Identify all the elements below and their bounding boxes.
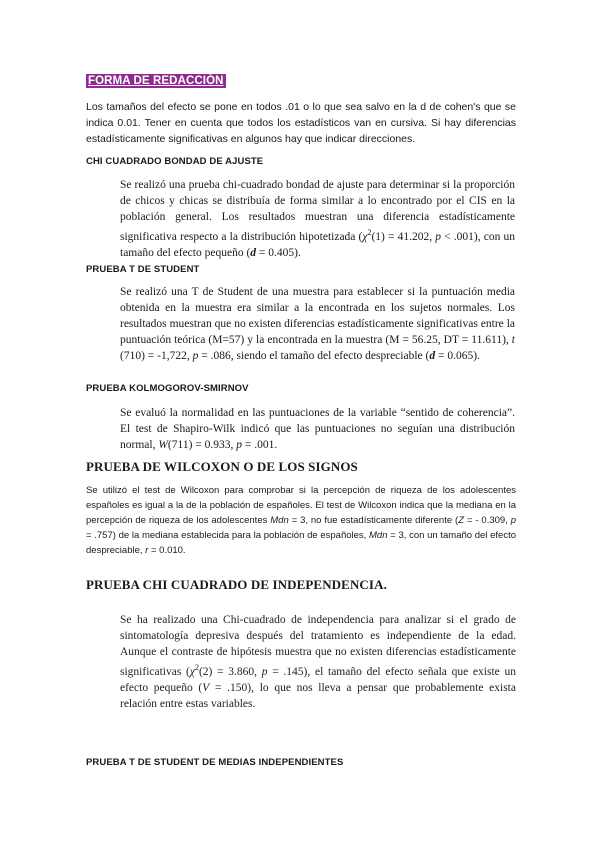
text-segment: = .086, siendo el tamaño del efecto despreciable (	[198, 350, 430, 362]
heading-t-student: PRUEBA T DE STUDENT	[86, 264, 200, 275]
text-segment: = .145), el tamaño del efecto señala que existe un efecto pequeño (	[120, 665, 516, 694]
stat-symbol: W	[158, 439, 168, 451]
text-segment: = .757) de la mediana establecida para la población de españoles,	[86, 530, 369, 541]
text-segment: (2) = 3.860,	[198, 665, 262, 678]
paragraph-kolmogorov	[120, 405, 515, 453]
stat-symbol: p	[435, 230, 442, 243]
text-segment: Se realizó una prueba chi-cuadrado bondad de ajuste para determinar si la proporción de chicos y chicas se distribuía de forma similar a lo encontrado por el CIS en la población general. Los resultados muestran una diferencia estadísticamente significativa respecto a la distribución hipotetizada (	[120, 179, 515, 243]
stat-symbol: Mdn	[270, 515, 289, 526]
text-segment: Se realizó una T de Student de una muestra para establecer si la puntuación media obtenida en la muestra era similar a la encontrada en los sujetos normales. Los resultados muestran que no existen diferencias estadísticamente significativas entre la puntuación teórica (M=57) y la encontrada en la muestra (M = 56.25, DT = 11.611),	[120, 286, 515, 346]
paragraph-chi-independencia	[120, 612, 516, 712]
text-segment: = 3, con un tamaño del efecto despreciable,	[86, 530, 517, 556]
text-segment: (1) = 41.202,	[371, 230, 436, 243]
stat-symbol: χ	[189, 665, 195, 678]
stat-symbol: p	[261, 665, 268, 678]
stat-superscript: 2	[194, 663, 199, 672]
paragraph-wilcoxon	[86, 483, 516, 558]
text-segment: = - 0.309,	[464, 515, 511, 526]
stat-symbol: r	[145, 545, 149, 556]
heading-chi-bondad: CHI CUADRADO BONDAD DE AJUSTE	[86, 156, 264, 167]
text-segment: = .001.	[242, 439, 278, 451]
text-segment: (711) = 0.933,	[167, 439, 237, 451]
text-segment: = 0.405).	[256, 246, 301, 259]
stat-symbol: V	[202, 681, 210, 694]
intro-paragraph: Los tamaños del efecto se pone en todos .01 o lo que sea salvo en la d de cohen's que se indica 0.01. Tener en cuenta que todos los estadísticos van en cursiva. Si hay diferencias estadísticamente significativas en algunos hay que indicar direcciones.	[86, 101, 516, 145]
stat-symbol: p	[236, 439, 243, 451]
paragraph-chi-bondad	[120, 177, 515, 261]
heading-wilcoxon: PRUEBA DE WILCOXON O DE LOS SIGNOS	[86, 459, 358, 474]
text-segment: = 3, no fue estadísticamente diferente (	[288, 515, 459, 526]
stat-symbol: d	[429, 350, 436, 362]
stat-symbol: p	[510, 515, 517, 526]
stat-superscript: 2	[367, 228, 372, 237]
heading-kolmogorov: PRUEBA KOLMOGOROV-SMIRNOV	[86, 383, 249, 394]
stat-symbol: p	[192, 350, 199, 362]
text-segment: Se utilizó el test de Wilcoxon para comprobar si la percepción de riqueza de los adolescentes españoles es igual a la de la población de españoles. El test de Wilcoxon indica que la mediana en la percepción de riqueza de los adolescentes	[86, 485, 516, 526]
text-segment: = 0.065).	[435, 350, 480, 362]
text-segment: (710) = -1,722,	[120, 350, 193, 362]
stat-symbol: Z	[458, 515, 465, 526]
stat-symbol: Mdn	[369, 530, 388, 541]
page-title: FORMA DE REDACCIÓN	[88, 75, 224, 87]
text-segment: Se ha realizado una Chi-cuadrado de independencia para analizar si el grado de sintomatología depresiva después del tratamiento es independiente de la edad. Aunque el contraste de hipótesis muestra que no existen diferencias estadísticamente significativas (	[120, 614, 516, 678]
paragraph-t-student	[120, 284, 515, 364]
text-segment: = 0.010.	[148, 545, 186, 556]
stat-symbol: χ	[362, 230, 368, 243]
heading-chi-independencia: PRUEBA CHI CUADRADO DE INDEPENDENCIA.	[86, 577, 387, 592]
text-segment: Se evaluó la normalidad en las puntuaciones de la variable “sentido de coherencia”. El test de Shapiro-Wilk indicó que las puntuaciones no seguían una distribución normal,	[120, 407, 515, 451]
text-segment: < .001), con un tamaño del efecto pequeño (	[120, 230, 515, 259]
text-segment: = .150), lo que nos lleva a pensar que probablemente exista relación entre estas variables.	[120, 681, 516, 710]
heading-t-student-independientes: PRUEBA T DE STUDENT DE MEDIAS INDEPENDIENTES	[86, 757, 344, 768]
stat-symbol: d	[250, 246, 257, 259]
stat-symbol: t	[511, 334, 515, 346]
